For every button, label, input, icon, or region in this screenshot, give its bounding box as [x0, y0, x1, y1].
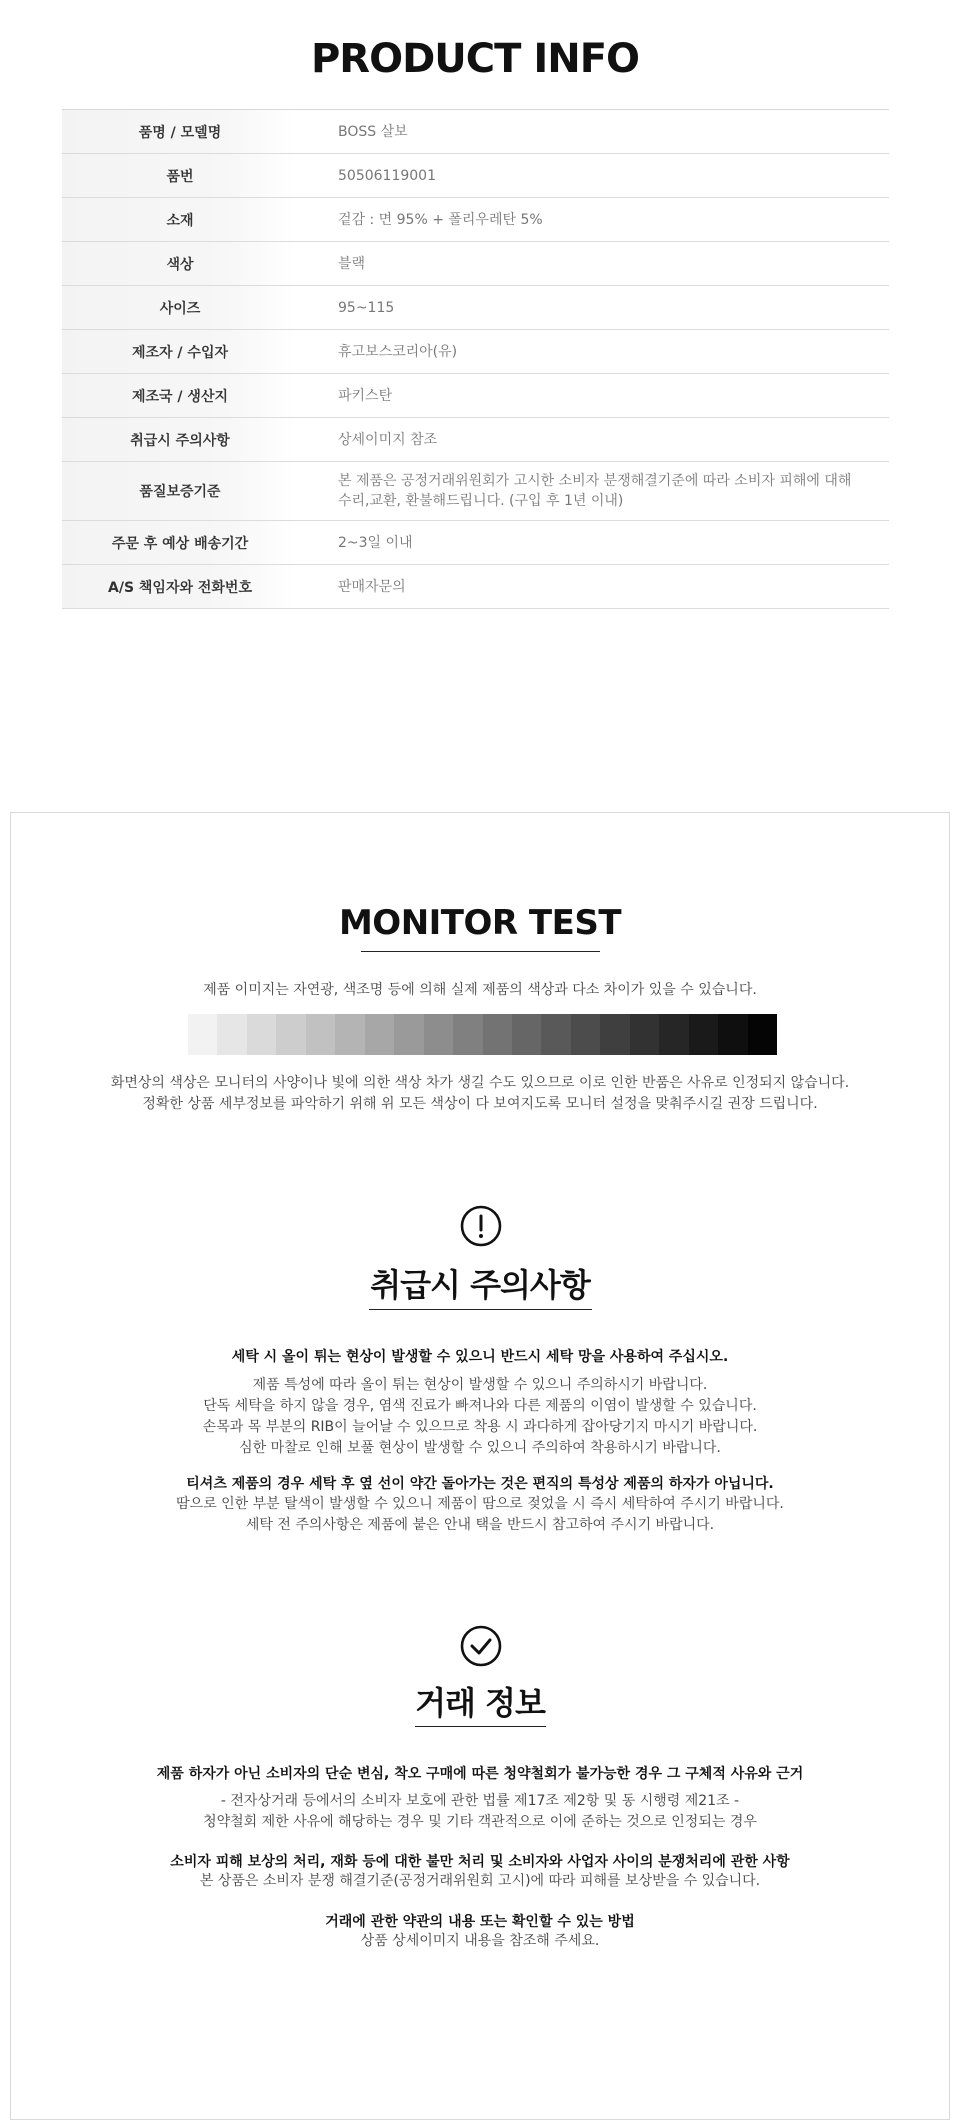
grayscale-swatch — [483, 1014, 512, 1055]
row-label: 소재 — [62, 198, 298, 242]
deal-title: 거래 정보 — [415, 1684, 545, 1722]
check-circle-icon — [460, 1625, 502, 1667]
table-row — [62, 462, 889, 521]
deal-text-line: 청약철회 제한 사유에 해당하는 경우 및 기타 객관적으로 이에 준하는 것으로 인정되는 경우 — [203, 1814, 757, 1830]
table-row — [62, 374, 889, 418]
care-text-line: 손목과 목 부분의 RIB이 늘어날 수 있으므로 착용 시 과다하게 잡아당기지 마시기 바랍니다. — [202, 1419, 758, 1435]
grayscale-swatch — [689, 1014, 718, 1055]
grayscale-swatch — [718, 1014, 747, 1055]
care-text-block — [11, 1494, 949, 1536]
care-title-underline — [369, 1309, 592, 1310]
deal-text-line: - 전자상거래 등에서의 소비자 보호에 관한 법률 제17조 제2항 및 동 시행령 제21조 - — [220, 1793, 740, 1809]
notice-box — [10, 812, 950, 2120]
row-value: 파키스탄 — [298, 374, 889, 418]
grayscale-swatch — [512, 1014, 541, 1055]
grayscale-swatch — [247, 1014, 276, 1055]
table-row — [62, 110, 889, 154]
grayscale-swatch — [541, 1014, 570, 1055]
row-label: 품번 — [62, 154, 298, 198]
row-value: BOSS 살보 — [298, 110, 889, 154]
grayscale-swatch — [188, 1014, 217, 1055]
table-row — [62, 198, 889, 242]
monitor-test-note — [11, 1073, 949, 1115]
grayscale-swatch — [394, 1014, 423, 1055]
row-value: 50506119001 — [298, 154, 889, 198]
row-label: 품명 / 모델명 — [62, 110, 298, 154]
care-bold-line: 세탁 시 올이 튀는 현상이 발생할 수 있으니 반드시 세탁 망을 사용하여 주십시오. — [231, 1349, 729, 1365]
care-text-line: 심한 마찰로 인해 보풀 현상이 발생할 수 있으니 주의하여 착용하시기 바랍니다. — [239, 1440, 721, 1456]
grayscale-swatch — [659, 1014, 688, 1055]
table-row — [62, 242, 889, 286]
grayscale-swatch — [424, 1014, 453, 1055]
care-text-line: 단독 세탁을 하지 않을 경우, 염색 진료가 빠져나와 다른 제품의 이염이 발생할 수 있습니다. — [203, 1398, 757, 1414]
product-info-title: PRODUCT INFO — [310, 36, 640, 82]
table-row — [62, 418, 889, 462]
row-value: 95~115 — [298, 286, 889, 330]
grayscale-swatch — [217, 1014, 246, 1055]
deal-title-underline — [415, 1726, 546, 1727]
product-info-table — [62, 109, 889, 609]
care-title: 취급시 주의사항 — [370, 1266, 590, 1304]
row-label: 색상 — [62, 242, 298, 286]
monitor-note-line: 화면상의 색상은 모니터의 사양이나 빛에 의한 색상 차가 생길 수도 있으므로 이로 인한 반품은 사유로 인정되지 않습니다. — [110, 1075, 850, 1091]
table-row — [62, 565, 889, 609]
row-label: 사이즈 — [62, 286, 298, 330]
care-text-line: 제품 특성에 따라 올이 튀는 현상이 발생할 수 있으니 주의하시기 바랍니다. — [252, 1377, 708, 1393]
care-text-line: 세탁 전 주의사항은 제품에 붙은 안내 택을 반드시 참고하여 주시기 바랍니다. — [245, 1517, 715, 1533]
row-label: A/S 책임자와 전화번호 — [62, 565, 298, 609]
grayscale-swatch — [453, 1014, 482, 1055]
deal-bold-line: 거래에 관한 약관의 내용 또는 확인할 수 있는 방법 — [325, 1914, 635, 1930]
row-value: 겉감 : 면 95% + 폴리우레탄 5% — [298, 198, 889, 242]
grayscale-swatch — [571, 1014, 600, 1055]
row-value: 판매자문의 — [298, 565, 889, 609]
monitor-test-description: 제품 이미지는 자연광, 색조명 등에 의해 실제 제품의 색상과 다소 차이가 있을 수 있습니다. — [203, 982, 757, 998]
row-value: 휴고보스코리아(유) — [298, 330, 889, 374]
row-label: 주문 후 예상 배송기간 — [62, 521, 298, 565]
row-value: 상세이미지 참조 — [298, 418, 889, 462]
deal-bold-line: 소비자 피해 보상의 처리, 재화 등에 대한 불만 처리 및 소비자와 사업자 사이의 분쟁처리에 관한 사항 — [170, 1854, 790, 1870]
monitor-note-line: 정확한 상품 세부정보를 파악하기 위해 위 모든 색상이 다 보여지도록 모니터 설정을 맞춰주시길 권장 드립니다. — [142, 1096, 818, 1112]
grayscale-swatch — [335, 1014, 364, 1055]
care-text-line: 땀으로 인한 부분 탈색이 발생할 수 있으니 제품이 땀으로 젖었을 시 즉시 세탁하여 주시기 바랍니다. — [176, 1496, 784, 1512]
grayscale-swatch — [600, 1014, 629, 1055]
table-row — [62, 154, 889, 198]
grayscale-swatch — [630, 1014, 659, 1055]
grayscale-bar — [188, 1014, 777, 1055]
deal-text-line: 본 상품은 소비자 분쟁 해결기준(공정거래위원회 고시)에 따라 피해를 보상받을 수 있습니다. — [199, 1873, 761, 1889]
row-label: 취급시 주의사항 — [62, 418, 298, 462]
row-label: 품질보증기준 — [62, 462, 298, 521]
row-value: 블랙 — [298, 242, 889, 286]
grayscale-swatch — [306, 1014, 335, 1055]
deal-bold-line: 제품 하자가 아닌 소비자의 단순 변심, 착오 구매에 따른 청약철회가 불가능한 경우 그 구체적 사유와 근거 — [156, 1766, 804, 1782]
table-row — [62, 330, 889, 374]
care-bold-line: 티셔츠 제품의 경우 세탁 후 옆 선이 약간 돌아가는 것은 편직의 특성상 제품의 하자가 아닙니다. — [186, 1476, 774, 1492]
exclamation-circle-icon — [460, 1205, 502, 1247]
grayscale-swatch — [365, 1014, 394, 1055]
table-row — [62, 521, 889, 565]
deal-text-line: 상품 상세이미지 내용을 참조해 주세요. — [360, 1933, 600, 1949]
deal-text-block — [11, 1791, 949, 1833]
monitor-test-title: MONITOR TEST — [338, 903, 622, 943]
row-value: 2~3일 이내 — [298, 521, 889, 565]
care-text-block — [11, 1375, 949, 1459]
row-value: 본 제품은 공정거래위원회가 고시한 소비자 분쟁해결기준에 따라 소비자 피해에 대해 수리,교환, 환불해드립니다. (구입 후 1년 이내) — [298, 462, 889, 521]
grayscale-swatch — [276, 1014, 305, 1055]
grayscale-swatch — [748, 1014, 777, 1055]
row-label: 제조자 / 수입자 — [62, 330, 298, 374]
monitor-test-underline — [361, 951, 600, 952]
row-label: 제조국 / 생산지 — [62, 374, 298, 418]
table-row — [62, 286, 889, 330]
